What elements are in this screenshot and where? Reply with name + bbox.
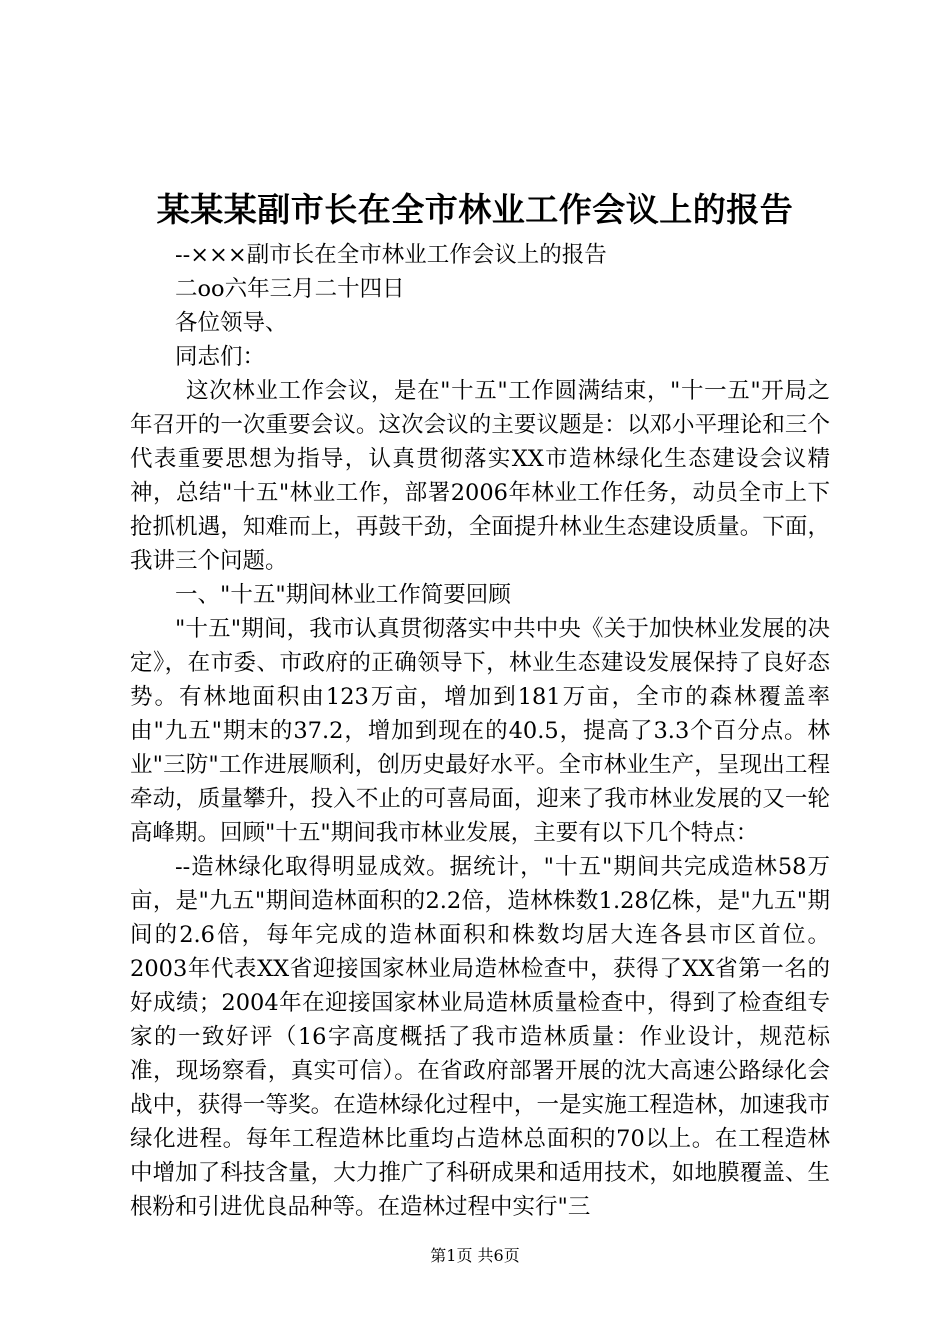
section-heading-1: 一、"十五"期间林业工作简要回顾 [175,582,511,608]
date-line: 二oo六年三月二十四日 [175,276,405,302]
paragraph-review: "十五"期间，我市认真贯彻落实中共中央《关于加快林业发展的决定》，在市委、市政府的正确领导下，林业生态建设发展保持了良好态势。有林地面积由123万亩，增加到181万亩，全市的森林覆盖率由"九五"期末的37.2，增加到现在的40.5，提高了3.3个百分点。林业"三防"工作进展顺利，创历史最好水平。全市林业生产，呈现出工程牵动，质量攀升，投入不止的可喜局面，迎来了我市林业发展的又一轮高峰期。回顾"十五"期间我市林业发展，主要有以下几个特点： [130,616,830,846]
paragraph-afforestation: --造林绿化取得明显成效。据统计，"十五"期间共完成造林58万亩，是"九五"期间造林面积的2.2倍，造林株数1.28亿株，是"九五"期间的2.6倍，每年完成的造林面积和株数均居大连各县市区首位。2003年代表XX省迎接国家林业局造林检查中，获得了XX省第一名的好成绩；2004年在迎接国家林业局造林质量检查中，得到了检查组专家的一致好评（16字高度概括了我市造林质量：作业设计，规范标准，现场察看，真实可信）。在省政府部署开展的沈大高速公路绿化会战中，获得一等奖。在造林绿化过程中，一是实施工程造林，加速我市绿化进程。每年工程造林比重均占造林总面积的70以上。在工程造林中增加了科技含量，大力推广了科研成果和适用技术，如地膜覆盖、生根粉和引进优良品种等。在造林过程中实行"三 [130,854,830,1220]
paragraph-intro: 这次林业工作会议，是在"十五"工作圆满结束，"十一五"开局之年召开的一次重要会议。这次会议的主要议题是：以邓小平理论和三个代表重要思想为指导，认真贯彻落实XX市造林绿化生态建设会议精神，总结"十五"林业工作，部署2006年林业工作任务，动员全市上下抢抓机遇，知难而上，再鼓干劲，全面提升林业生态建设质量。下面，我讲三个问题。 [130,378,830,574]
page-footer: 第1页 共6页 [430,1246,520,1265]
salutation-comrades: 同志们： [175,344,266,370]
document-body [130,238,830,1224]
salutation-leaders: 各位领导、 [175,310,288,336]
document-title: 某某某副市长在全市林业工作会议上的报告 [156,190,794,229]
subtitle: --×××副市长在全市林业工作会议上的报告 [175,242,607,268]
